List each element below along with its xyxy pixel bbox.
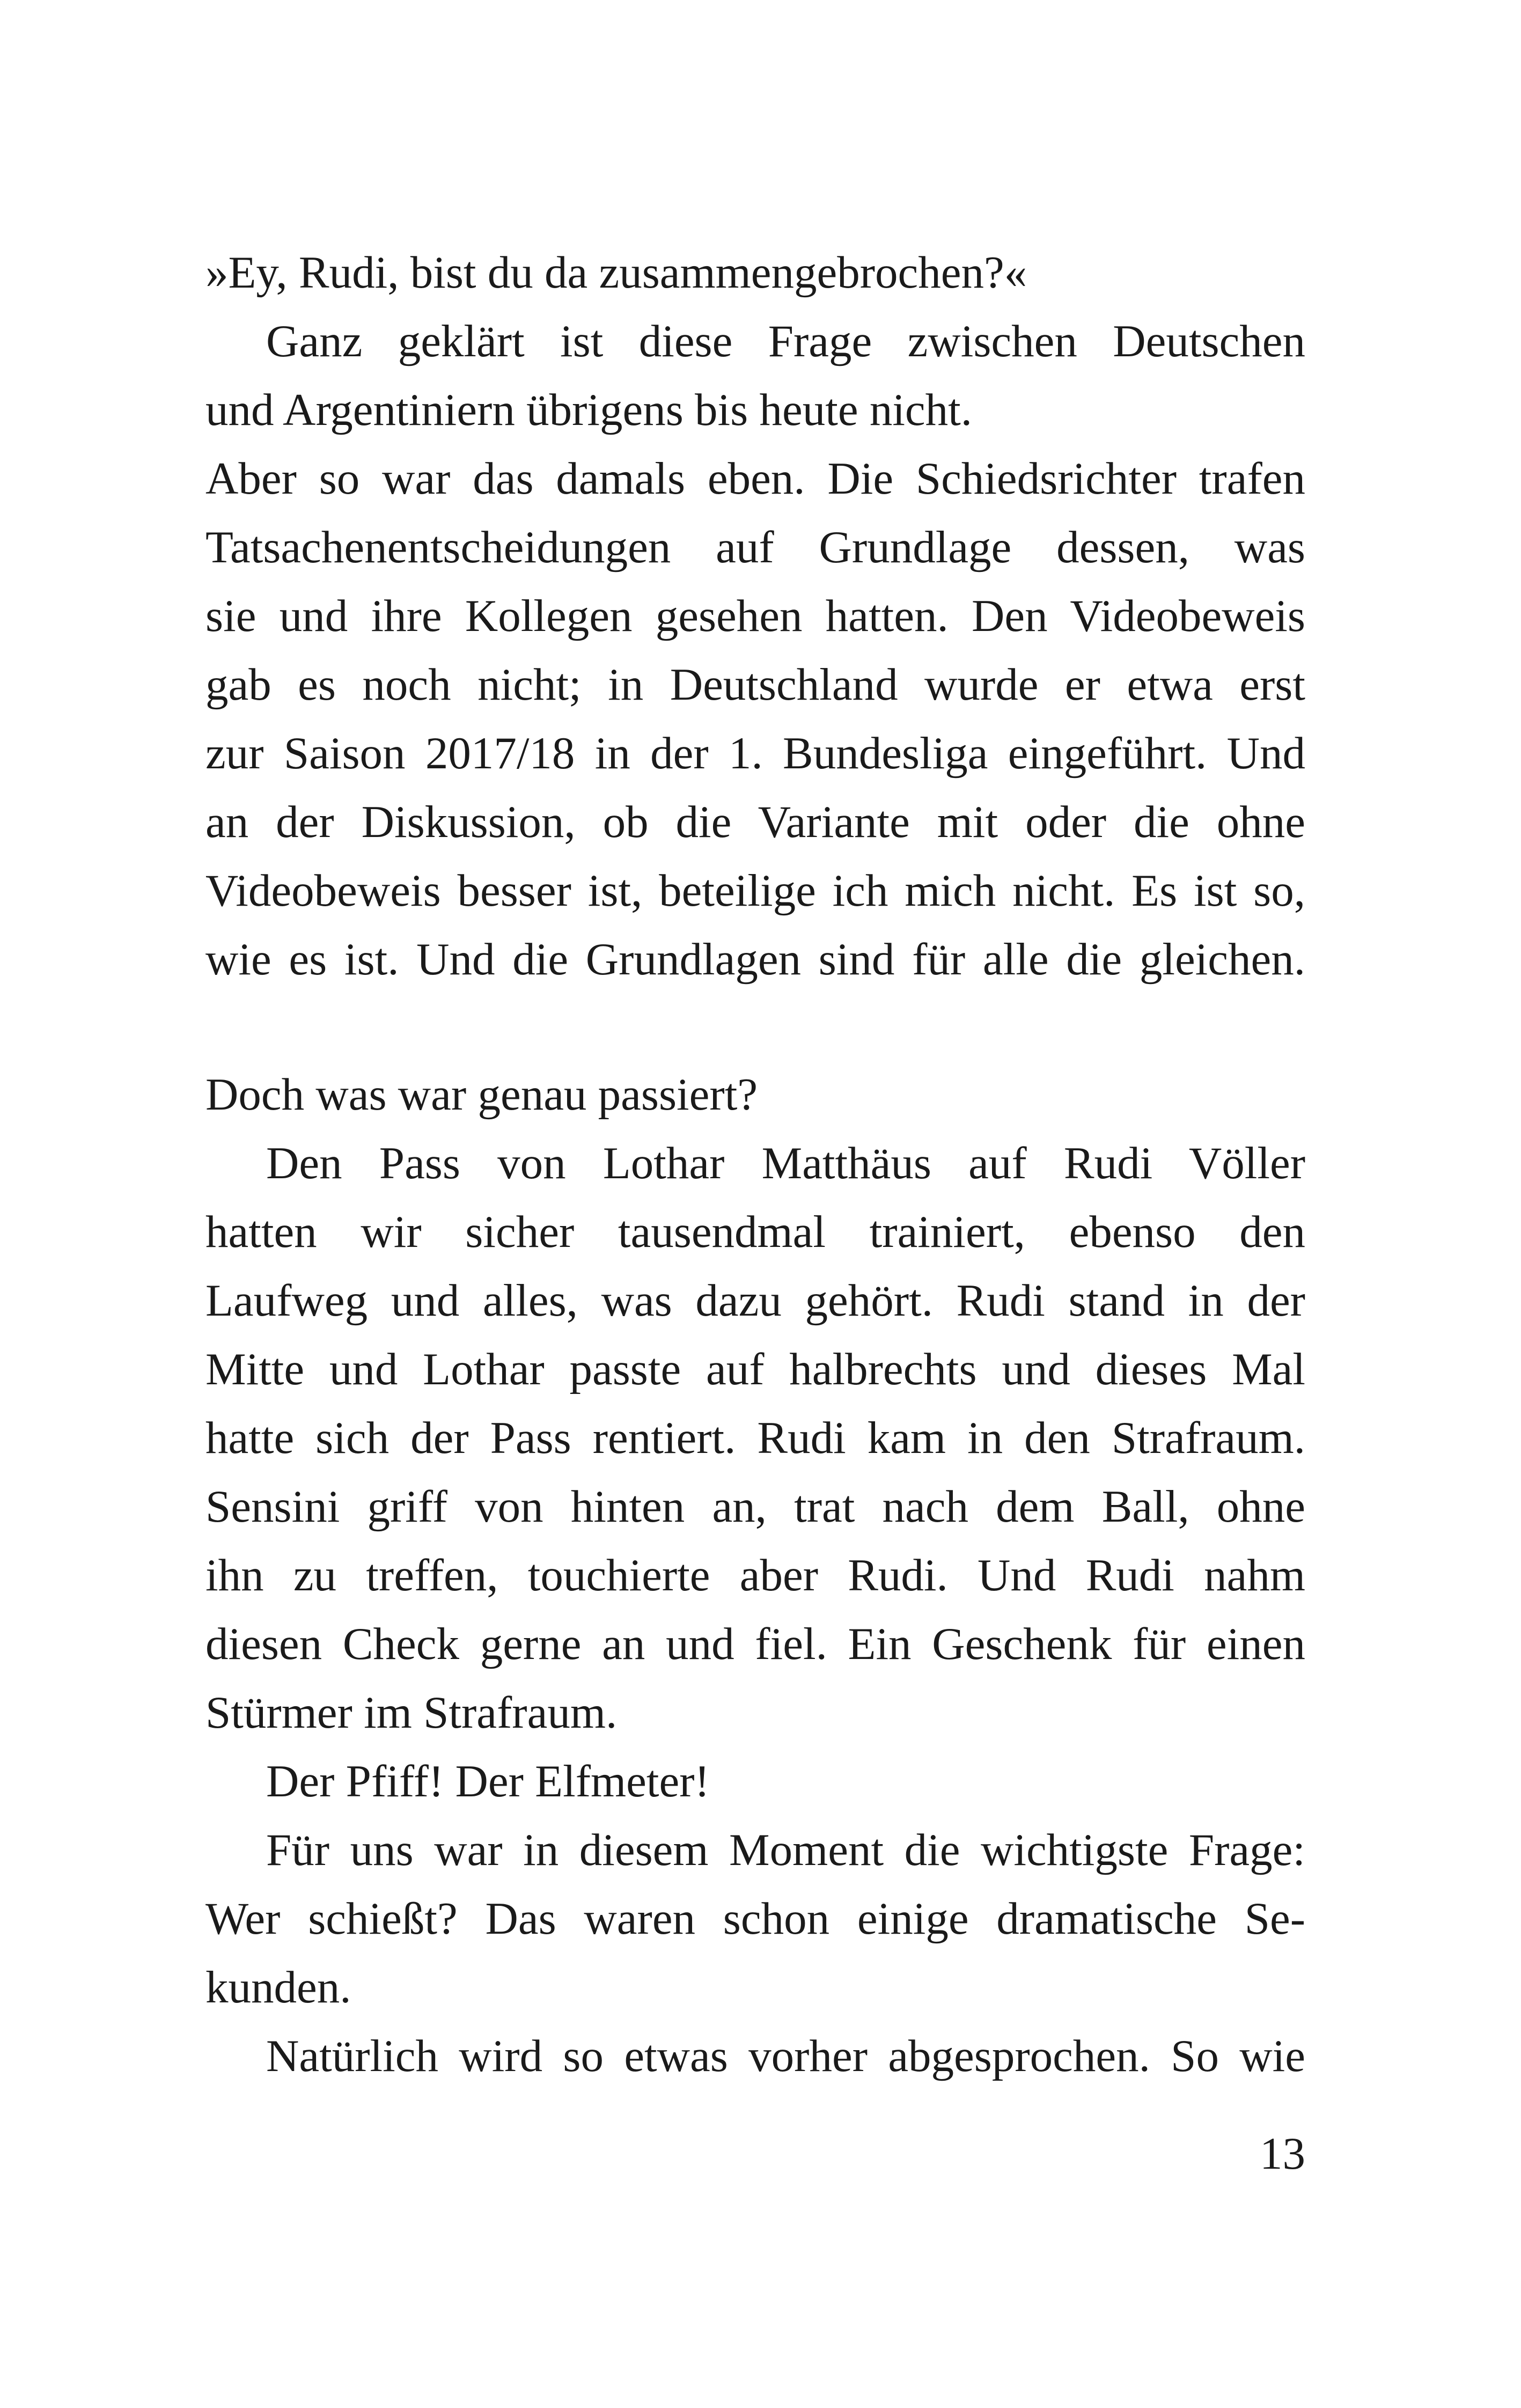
text-line: zur Saison 2017/18 in der 1. Bundesliga eingeführt. Und xyxy=(205,728,1305,779)
text-line: sie und ihre Kollegen gesehen hatten. Den Videobeweis xyxy=(205,591,1305,641)
text-line: Sensini griff von hinten an, trat nach dem Ball, ohne xyxy=(205,1481,1305,1532)
text-block-bottom xyxy=(205,1060,1305,2090)
text-line: diesen Check gerne an und fiel. Ein Geschenk für einen xyxy=(205,1619,1305,1669)
text-line: wie es ist. Und die Grundlagen sind für alle die gleichen. xyxy=(205,934,1305,985)
text-line: und Argentiniern übrigens bis heute nicht. xyxy=(205,385,973,435)
paragraph xyxy=(205,238,1305,307)
paragraph xyxy=(205,444,1305,994)
paragraph xyxy=(205,1129,1305,1747)
text-line: hatten wir sicher tausendmal trainiert, ebenso den xyxy=(205,1207,1305,1257)
text-line: Tatsachenentscheidungen auf Grundlage dessen, was xyxy=(205,522,1305,572)
text-line: Doch was war genau passiert? xyxy=(205,1069,758,1120)
text-line: ihn zu treffen, touchierte aber Rudi. Und Rudi nahm xyxy=(205,1550,1305,1601)
paragraph xyxy=(205,2022,1305,2090)
text-line: an der Diskussion, ob die Variante mit oder die ohne xyxy=(205,797,1305,847)
text-line: hatte sich der Pass rentiert. Rudi kam in den Strafraum. xyxy=(205,1413,1305,1463)
text-line: Ganz geklärt ist diese Frage zwischen Deutschen xyxy=(266,316,1305,366)
text-line: »Ey, Rudi, bist du da zusammengebrochen?« xyxy=(205,247,1027,298)
text-line: gab es noch nicht; in Deutschland wurde er etwa erst xyxy=(205,659,1305,710)
paragraph xyxy=(205,1747,1305,1816)
text-line: Für uns war in diesem Moment die wichtigste Frage: xyxy=(266,1825,1305,1875)
text-line: Stürmer im Strafraum. xyxy=(205,1687,618,1738)
paragraph xyxy=(205,1060,1305,1129)
page-number: 13 xyxy=(1260,2128,1305,2179)
text-line: Der Pfiff! Der Elfmeter! xyxy=(266,1756,710,1807)
paragraph xyxy=(205,1816,1305,2022)
text-line: Den Pass von Lothar Matthäus auf Rudi Völler xyxy=(266,1138,1305,1188)
paragraph xyxy=(205,307,1305,444)
text-line: Aber so war das damals eben. Die Schiedsrichter trafen xyxy=(205,453,1305,504)
text-block-top xyxy=(205,238,1305,994)
text-line: Mitte und Lothar passte auf halbrechts und dieses Mal xyxy=(205,1344,1305,1394)
text-line: Videobeweis besser ist, beteilige ich mich nicht. Es ist so, xyxy=(205,865,1305,916)
text-line: Wer schießt? Das waren schon einige dramatische Se- xyxy=(205,1893,1305,1944)
text-line: Natürlich wird so etwas vorher abgesprochen. So wie xyxy=(266,2031,1305,2081)
text-line: kunden. xyxy=(205,1962,351,2013)
text-line: Laufweg und alles, was dazu gehört. Rudi stand in der xyxy=(205,1275,1305,1326)
